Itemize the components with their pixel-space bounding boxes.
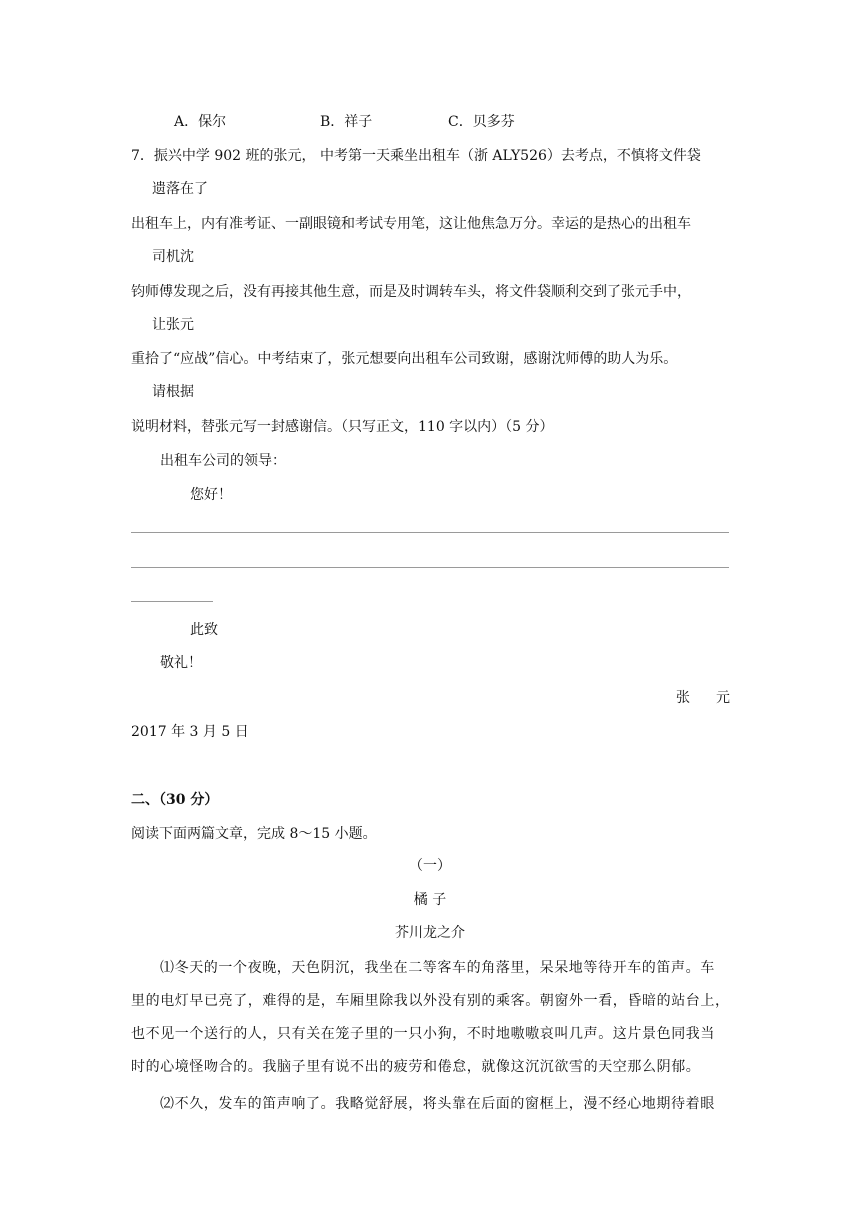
letter-greeting: 您好！ [190,487,232,503]
letter-date: 2017 年 3 月 5 日 [131,724,249,740]
paragraph-1-line-1: ⑴冬天的一个夜晚，天色阴沉，我坐在二等客车的角落里，呆呆地等待开车的笛声。车 [160,960,715,976]
section-instruction: 阅读下面两篇文章，完成 8～15 小题。 [131,826,377,842]
paragraph-2-line-1: ⑵不久，发车的笛声响了。我略觉舒展，将头靠在后面的窗框上，漫不经心地期待着眼 [160,1096,715,1112]
letter-signature-2: 元 [716,690,730,706]
letter-closing-1: 此致 [190,622,218,638]
q7-line-3: 钧师傅发现之后，没有再接其他生意，而是及时调转车头，将文件袋顺利交到了张元手中， [131,284,691,300]
answer-line-1 [131,532,729,533]
q7-line-1: 7．振兴中学 902 班的张元， 中考第一天乘坐出租车（浙 ALY526）去考点，不慎将文件袋 [131,148,701,164]
option-c: C．贝多芬 [448,114,515,130]
letter-signature-1: 张 [676,690,690,706]
part-label: （一） [409,858,451,874]
paragraph-1-line-4: 时的心境怪吻合的。我脑子里有说不出的疲劳和倦怠，就像这沉沉欲雪的天空那么阴郁。 [131,1059,701,1075]
q7-line-3b: 让张元 [152,317,194,333]
article-title: 橘 子 [413,892,447,908]
letter-salutation: 出租车公司的领导： [160,453,286,469]
q7-line-4: 重拾了“应战”信心。中考结束了，张元想要向出租车公司致谢，感谢沈师傅的助人为乐。 [131,351,678,367]
letter-closing-2: 敬礼！ [160,655,202,671]
paragraph-1-line-2: 里的电灯早已亮了，难得的是，车厢里除我以外没有别的乘客。朝窗外一看，昏暗的站台上， [131,993,730,1009]
q7-line-1b: 遗落在了 [152,181,208,197]
q7-line-4b: 请根据 [152,384,194,400]
q7-line-2: 出租车上，内有准考证、一副眼镜和考试专用笔，这让他焦急万分。幸运的是热心的出租车 [131,216,691,232]
q7-line-2b: 司机沈 [152,249,194,265]
answer-line-3 [131,601,213,602]
article-author: 芥川龙之介 [395,925,465,941]
option-b: B．祥子 [320,114,373,130]
section-heading: 二、（30 分） [131,792,219,808]
q7-line-5: 说明材料，替张元写一封感谢信。（只写正文，110 字以内）（5 分） [131,419,554,435]
option-a: A．保尔 [174,114,227,130]
paragraph-1-line-3: 也不见一个送行的人，只有关在笼子里的一只小狗，不时地嗷嗷哀叫几声。这片景色同我当 [131,1026,715,1042]
answer-line-2 [131,567,729,568]
